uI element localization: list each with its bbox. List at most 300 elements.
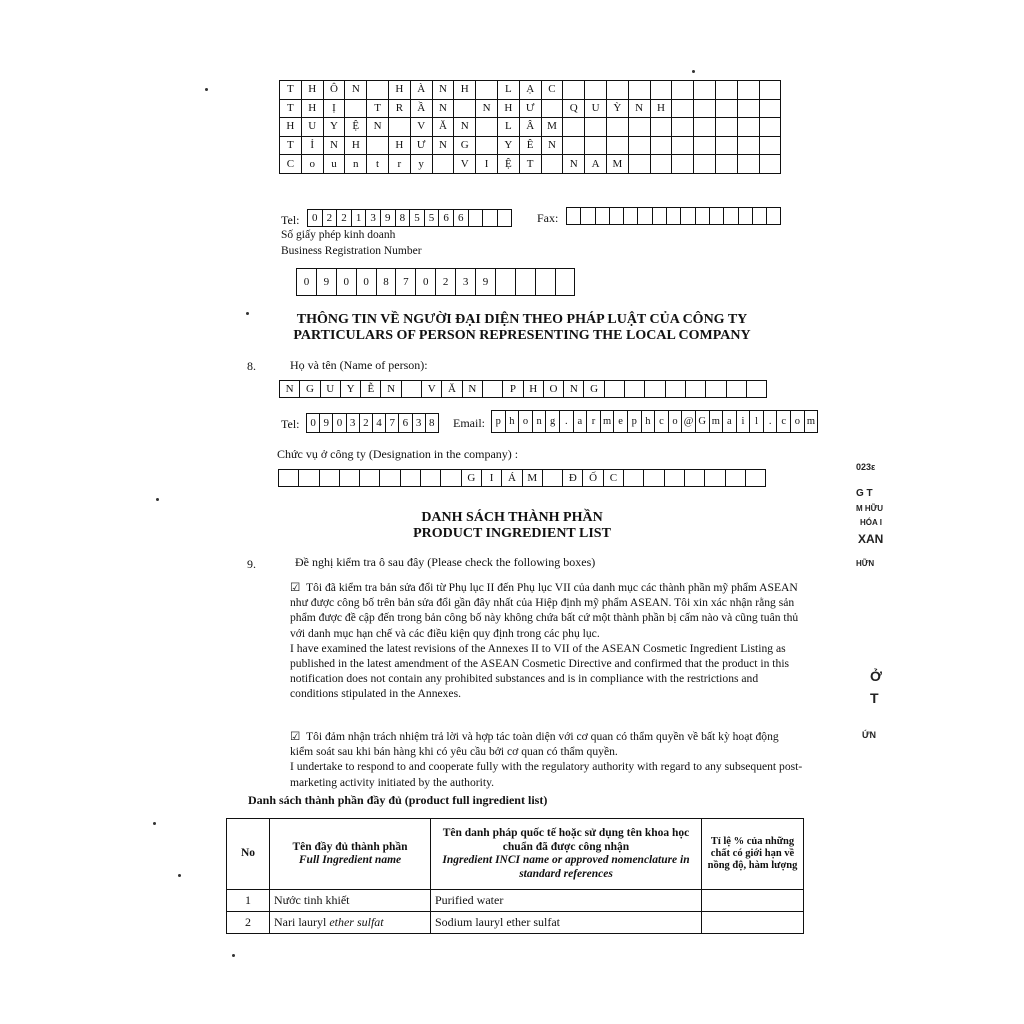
address-cell[interactable]: M xyxy=(607,155,629,174)
check-box-2[interactable]: ☑ xyxy=(290,730,301,743)
declaration-1 xyxy=(290,580,804,702)
tel-boxes[interactable] xyxy=(307,209,512,227)
address-cell[interactable]: H xyxy=(389,137,411,156)
row-name xyxy=(270,890,431,912)
address-cell[interactable] xyxy=(367,137,389,156)
box-cell[interactable]: G xyxy=(462,470,482,487)
address-cell[interactable]: o xyxy=(302,155,324,174)
box-cell[interactable]: 2 xyxy=(323,210,338,227)
scan-speck xyxy=(232,954,235,957)
box-cell[interactable]: 3 xyxy=(413,414,426,433)
row-inci: Purified water xyxy=(431,890,702,912)
address-cell[interactable] xyxy=(607,118,629,137)
address-cell[interactable] xyxy=(738,137,760,156)
scan-speck xyxy=(205,88,208,91)
item-8-number: 8. xyxy=(247,359,256,373)
box-cell[interactable] xyxy=(320,470,340,487)
table-row xyxy=(227,890,804,912)
box-cell[interactable]: 8 xyxy=(396,210,411,227)
box-cell[interactable]: 5 xyxy=(410,210,425,227)
address-cell[interactable] xyxy=(563,118,585,137)
fax-box-cell[interactable] xyxy=(667,208,681,225)
address-cell[interactable] xyxy=(629,118,651,137)
address-cell[interactable]: N xyxy=(563,155,585,174)
address-cell[interactable]: Ầ xyxy=(411,100,433,119)
address-cell[interactable]: N xyxy=(345,81,367,100)
address-cell[interactable]: T xyxy=(367,100,389,119)
box-cell[interactable]: n xyxy=(533,411,547,433)
address-cell[interactable]: Ă xyxy=(433,118,455,137)
address-cell[interactable]: Ê xyxy=(520,137,542,156)
box-cell[interactable]: 1 xyxy=(352,210,367,227)
box-cell[interactable]: 8 xyxy=(426,414,439,433)
address-cell[interactable]: H xyxy=(454,81,476,100)
address-cell[interactable]: u xyxy=(324,155,346,174)
box-cell[interactable] xyxy=(605,381,625,398)
address-cell[interactable]: T xyxy=(520,155,542,174)
box-cell[interactable] xyxy=(726,470,746,487)
item-9-number: 9. xyxy=(247,557,256,571)
box-cell[interactable]: . xyxy=(560,411,574,433)
declaration-1-en: I have examined the latest revisions of the Annexes II to VII of the ASEAN Cosmetic Ingredient Listing as published in the latest amendment of the ASEAN Cosmetic Directive and confirmed that the product in this notification does not contain any prohibited substances and is in compliance with the restrictions and conditions stipulated in the Annexes. xyxy=(290,641,790,701)
address-cell[interactable] xyxy=(476,81,498,100)
box-cell[interactable] xyxy=(299,470,319,487)
address-cell[interactable]: V xyxy=(411,118,433,137)
fax-box-cell[interactable] xyxy=(753,208,767,225)
box-cell[interactable]: 3 xyxy=(456,269,476,296)
box-cell[interactable] xyxy=(644,470,664,487)
address-cell[interactable]: n xyxy=(345,155,367,174)
box-cell[interactable]: p xyxy=(628,411,642,433)
address-cell[interactable]: R xyxy=(389,100,411,119)
address-cell[interactable]: M xyxy=(542,118,564,137)
box-cell[interactable] xyxy=(441,470,461,487)
fax-box-cell[interactable] xyxy=(624,208,638,225)
address-cell[interactable]: H xyxy=(302,81,324,100)
box-cell[interactable] xyxy=(625,381,645,398)
row-name-text: Nari lauryl xyxy=(274,915,330,929)
box-cell[interactable] xyxy=(421,470,441,487)
fax-box-cell[interactable] xyxy=(767,208,781,225)
address-cell[interactable] xyxy=(760,81,782,100)
scan-speck xyxy=(246,312,249,315)
address-cell[interactable]: Ệ xyxy=(345,118,367,137)
box-cell[interactable]: Ố xyxy=(583,470,603,487)
address-cell[interactable] xyxy=(716,118,738,137)
fax-box-cell[interactable] xyxy=(710,208,724,225)
box-cell[interactable] xyxy=(556,269,576,296)
address-cell[interactable]: N xyxy=(433,100,455,119)
box-cell[interactable] xyxy=(483,210,498,227)
address-cell[interactable]: U xyxy=(585,100,607,119)
box-cell[interactable]: o xyxy=(519,411,533,433)
address-cell[interactable]: Ư xyxy=(520,100,542,119)
address-cell[interactable] xyxy=(563,81,585,100)
box-cell[interactable]: O xyxy=(544,381,564,398)
scrap-text: G T xyxy=(856,488,873,499)
box-cell[interactable]: Á xyxy=(502,470,522,487)
box-cell[interactable]: 9 xyxy=(320,414,333,433)
box-cell[interactable] xyxy=(380,470,400,487)
row-no: 1 xyxy=(227,890,270,912)
address-cell[interactable]: Â xyxy=(520,118,542,137)
address-cell[interactable] xyxy=(629,81,651,100)
address-cell[interactable] xyxy=(694,100,716,119)
fax-box-cell[interactable] xyxy=(596,208,610,225)
box-cell[interactable] xyxy=(727,381,747,398)
address-cell[interactable]: Q xyxy=(563,100,585,119)
address-cell[interactable]: Y xyxy=(324,118,346,137)
address-cell[interactable]: r xyxy=(389,155,411,174)
box-cell[interactable]: Đ xyxy=(563,470,583,487)
address-cell[interactable]: Y xyxy=(498,137,520,156)
address-cell[interactable]: N xyxy=(629,100,651,119)
address-cell[interactable]: H xyxy=(280,118,302,137)
box-cell[interactable] xyxy=(624,470,644,487)
box-cell[interactable]: H xyxy=(524,381,544,398)
address-cell[interactable]: y xyxy=(411,155,433,174)
declaration-2-vi: Tôi đảm nhận trách nhiệm trả lời và hợp tác toàn diện với cơ quan có thẩm quyền về bất kỳ hoạt động kiểm soát sau khi bán hàng khi có yêu cầu bởi cơ quan có thẩm quyền. xyxy=(290,730,779,759)
address-cell[interactable] xyxy=(694,155,716,174)
rep-tel-boxes[interactable] xyxy=(306,413,439,433)
box-cell[interactable]: 0 xyxy=(307,414,320,433)
declaration-2 xyxy=(290,729,804,790)
box-cell[interactable]: 0 xyxy=(333,414,346,433)
address-cell[interactable] xyxy=(542,100,564,119)
address-cell[interactable]: Ư xyxy=(411,137,433,156)
box-cell[interactable]: p xyxy=(492,411,506,433)
address-cell[interactable]: Ỳ xyxy=(607,100,629,119)
box-cell[interactable] xyxy=(469,210,484,227)
box-cell[interactable]: N xyxy=(280,381,300,398)
address-cell[interactable] xyxy=(738,118,760,137)
fax-box-cell[interactable] xyxy=(567,208,581,225)
box-cell[interactable] xyxy=(665,470,685,487)
box-cell[interactable]: V xyxy=(422,381,442,398)
address-cell[interactable]: L xyxy=(498,81,520,100)
box-cell[interactable]: h xyxy=(506,411,520,433)
address-cell[interactable] xyxy=(389,118,411,137)
box-cell[interactable]: g xyxy=(546,411,560,433)
header-no: No xyxy=(227,819,270,890)
box-cell[interactable]: 7 xyxy=(396,269,416,296)
address-cell[interactable]: C xyxy=(280,155,302,174)
address-cell[interactable] xyxy=(716,100,738,119)
box-cell[interactable] xyxy=(401,470,421,487)
box-cell[interactable]: 4 xyxy=(373,414,386,433)
fax-box-cell[interactable] xyxy=(681,208,695,225)
rep-tel-label: Tel: xyxy=(281,417,300,431)
box-cell[interactable]: 0 xyxy=(416,269,436,296)
box-cell[interactable]: 2 xyxy=(436,269,456,296)
box-cell[interactable]: 6 xyxy=(454,210,469,227)
header-name xyxy=(270,819,431,890)
ingredient-title-vi: DANH SÁCH THÀNH PHẦN xyxy=(421,510,603,525)
box-cell[interactable]: U xyxy=(321,381,341,398)
ingredient-title-en: PRODUCT INGREDIENT LIST xyxy=(413,526,611,541)
address-cell[interactable] xyxy=(367,81,389,100)
box-cell[interactable]: r xyxy=(587,411,601,433)
address-cell[interactable] xyxy=(760,100,782,119)
header-inci-vi: Tên danh pháp quốc tế hoặc sử dụng tên khoa học chuẩn đã được công nhận xyxy=(442,827,690,853)
box-cell[interactable]: 5 xyxy=(425,210,440,227)
box-cell[interactable]: 3 xyxy=(366,210,381,227)
address-cell[interactable] xyxy=(738,100,760,119)
box-cell[interactable]: m xyxy=(710,411,724,433)
address-cell[interactable] xyxy=(716,155,738,174)
box-cell[interactable]: 0 xyxy=(357,269,377,296)
address-cell[interactable]: A xyxy=(585,155,607,174)
fax-boxes[interactable] xyxy=(566,207,781,225)
box-cell[interactable] xyxy=(483,381,503,398)
box-cell[interactable]: 6 xyxy=(439,210,454,227)
box-cell[interactable]: 7 xyxy=(386,414,399,433)
address-cell[interactable] xyxy=(607,137,629,156)
box-cell[interactable] xyxy=(402,381,422,398)
address-cell[interactable]: Ệ xyxy=(498,155,520,174)
ingredient-list-title: Danh sách thành phần đầy đủ (product full ingredient list) xyxy=(248,793,548,807)
representative-title-vi: THÔNG TIN VỀ NGƯỜI ĐẠI DIỆN THEO PHÁP LUẬT CỦA CÔNG TY xyxy=(296,312,748,327)
box-cell[interactable] xyxy=(685,470,705,487)
box-cell[interactable]: 9 xyxy=(317,269,337,296)
box-cell[interactable]: o xyxy=(791,411,805,433)
box-cell[interactable]: l xyxy=(750,411,764,433)
address-cell[interactable] xyxy=(760,137,782,156)
fax-box-cell[interactable] xyxy=(581,208,595,225)
address-cell[interactable] xyxy=(694,118,716,137)
address-cell[interactable] xyxy=(694,81,716,100)
header-inci-en: Ingredient INCI name or approved nomenclature in standard references xyxy=(442,854,690,880)
row-no: 2 xyxy=(227,912,270,934)
scan-speck xyxy=(692,70,695,73)
business-label-vi: Số giấy phép kinh doanh xyxy=(281,229,396,241)
box-cell[interactable]: m xyxy=(601,411,615,433)
box-cell[interactable]: 2 xyxy=(360,414,373,433)
fax-box-cell[interactable] xyxy=(638,208,652,225)
address-cell[interactable] xyxy=(476,137,498,156)
email-boxes[interactable] xyxy=(491,410,818,433)
address-cell[interactable] xyxy=(672,155,694,174)
box-cell[interactable] xyxy=(543,470,563,487)
address-cell[interactable]: H xyxy=(498,100,520,119)
name-label: Họ và tên (Name of person): xyxy=(290,358,428,372)
box-cell[interactable] xyxy=(706,381,726,398)
box-cell[interactable] xyxy=(340,470,360,487)
scan-speck xyxy=(156,498,159,501)
header-inci xyxy=(431,819,702,890)
address-cell[interactable] xyxy=(716,137,738,156)
box-cell[interactable]: M xyxy=(523,470,543,487)
box-cell[interactable]: e xyxy=(614,411,628,433)
address-cell[interactable] xyxy=(454,100,476,119)
address-cell[interactable] xyxy=(694,137,716,156)
address-cell[interactable] xyxy=(651,118,673,137)
address-cell[interactable]: C xyxy=(542,81,564,100)
box-cell[interactable]: o xyxy=(669,411,683,433)
row-name-text: Nước tinh khiết xyxy=(274,893,350,907)
address-cell[interactable]: Ỉ xyxy=(302,137,324,156)
address-cell[interactable] xyxy=(716,81,738,100)
address-cell[interactable]: t xyxy=(367,155,389,174)
address-cell[interactable] xyxy=(760,118,782,137)
address-cell[interactable] xyxy=(629,155,651,174)
scrap-text: T xyxy=(870,690,879,706)
box-cell[interactable]: C xyxy=(604,470,624,487)
representative-title-en: PARTICULARS OF PERSON REPRESENTING THE LOCAL COMPANY xyxy=(293,328,751,343)
box-cell[interactable]: P xyxy=(503,381,523,398)
address-cell[interactable] xyxy=(585,118,607,137)
box-cell[interactable]: a xyxy=(723,411,737,433)
address-cell[interactable]: N xyxy=(433,137,455,156)
fax-box-cell[interactable] xyxy=(724,208,738,225)
address-cell[interactable]: Ô xyxy=(324,81,346,100)
name-boxes[interactable] xyxy=(279,380,767,398)
box-cell[interactable]: a xyxy=(574,411,588,433)
box-cell[interactable]: Ă xyxy=(442,381,462,398)
check-box-1[interactable]: ☑ xyxy=(290,581,301,594)
scrap-text: 023ε xyxy=(856,462,876,472)
fax-box-cell[interactable] xyxy=(739,208,753,225)
address-cell[interactable] xyxy=(672,100,694,119)
address-cell[interactable]: T xyxy=(280,100,302,119)
box-cell[interactable]: 6 xyxy=(399,414,412,433)
address-cell[interactable]: L xyxy=(498,118,520,137)
box-cell[interactable] xyxy=(666,381,686,398)
row-name xyxy=(270,912,431,934)
box-cell[interactable]: 0 xyxy=(308,210,323,227)
address-cell[interactable] xyxy=(563,137,585,156)
address-cell[interactable]: N xyxy=(542,137,564,156)
address-cell[interactable] xyxy=(651,155,673,174)
address-cell[interactable] xyxy=(738,155,760,174)
fax-box-cell[interactable] xyxy=(610,208,624,225)
designation-boxes[interactable] xyxy=(278,469,766,487)
header-name-vi: Tên đầy đủ thành phần xyxy=(292,840,408,853)
box-cell[interactable]: G xyxy=(584,381,604,398)
address-cell[interactable]: H xyxy=(389,81,411,100)
address-cell[interactable]: N xyxy=(433,81,455,100)
address-cell[interactable] xyxy=(607,81,629,100)
address-cell[interactable] xyxy=(542,155,564,174)
address-cell[interactable]: H xyxy=(302,100,324,119)
header-name-en: Full Ingredient name xyxy=(298,854,402,866)
box-cell[interactable]: G xyxy=(696,411,710,433)
address-cell[interactable] xyxy=(585,81,607,100)
box-cell[interactable]: c xyxy=(655,411,669,433)
address-cell[interactable]: T xyxy=(280,81,302,100)
box-cell[interactable]: c xyxy=(777,411,791,433)
address-cell[interactable] xyxy=(672,118,694,137)
scrap-text: Ở xyxy=(870,668,882,684)
box-cell[interactable]: 8 xyxy=(377,269,397,296)
box-cell[interactable]: I xyxy=(482,470,502,487)
fax-box-cell[interactable] xyxy=(696,208,710,225)
adjacent-page-scraps xyxy=(856,452,884,752)
scrap-text: HỮN xyxy=(856,559,875,568)
address-cell[interactable] xyxy=(476,118,498,137)
address-cell[interactable] xyxy=(760,155,782,174)
scan-speck xyxy=(153,822,156,825)
address-cell[interactable] xyxy=(345,100,367,119)
address-cell[interactable]: N xyxy=(476,100,498,119)
address-cell[interactable]: Ạ xyxy=(520,81,542,100)
header-percentage: Tỉ lệ % của những chất có giới hạn về nồng độ, hàm lượng xyxy=(702,819,804,890)
box-cell[interactable]: m xyxy=(805,411,819,433)
address-cell[interactable] xyxy=(672,137,694,156)
address-cell[interactable]: N xyxy=(367,118,389,137)
address-cell[interactable]: H xyxy=(345,137,367,156)
box-cell[interactable] xyxy=(747,381,767,398)
address-cell[interactable]: I xyxy=(476,155,498,174)
declaration-1-vi: Tôi đã kiểm tra bản sửa đổi từ Phụ lục II đến Phụ lục VII của danh mục các thành phần mỹ phẩm ASEAN như được công bố trên bản sửa đổi gần đây nhất của Hiệp định mỹ phẩm ASEAN. Tôi xin xác nhận rằng sản phẩm được đề cập đến trong bản công bố này không chứa bất cứ một thành phần bị cấm nào và cũng tuân thủ với danh mục hạn chế và các điều kiện quy định trong các phụ lục. xyxy=(290,581,799,640)
address-cell[interactable] xyxy=(738,81,760,100)
address-grid xyxy=(279,80,781,174)
fax-box-cell[interactable] xyxy=(653,208,667,225)
box-cell[interactable] xyxy=(645,381,665,398)
box-cell[interactable]: h xyxy=(642,411,656,433)
box-cell[interactable] xyxy=(686,381,706,398)
box-cell[interactable] xyxy=(279,470,299,487)
address-cell[interactable] xyxy=(651,137,673,156)
address-cell[interactable]: U xyxy=(302,118,324,137)
address-cell[interactable]: Ị xyxy=(324,100,346,119)
box-cell[interactable] xyxy=(705,470,725,487)
address-cell[interactable]: N xyxy=(454,118,476,137)
address-cell[interactable] xyxy=(629,137,651,156)
address-cell[interactable]: G xyxy=(454,137,476,156)
address-cell[interactable] xyxy=(651,81,673,100)
address-cell[interactable] xyxy=(672,81,694,100)
box-cell[interactable] xyxy=(496,269,516,296)
box-cell[interactable]: Ễ xyxy=(361,381,381,398)
box-cell[interactable]: @ xyxy=(682,411,696,433)
address-cell[interactable]: À xyxy=(411,81,433,100)
box-cell[interactable]: 9 xyxy=(381,210,396,227)
address-cell[interactable]: N xyxy=(324,137,346,156)
address-cell[interactable]: H xyxy=(651,100,673,119)
box-cell[interactable]: 2 xyxy=(337,210,352,227)
scrap-text: ỨN xyxy=(862,730,876,740)
box-cell[interactable] xyxy=(360,470,380,487)
address-cell[interactable] xyxy=(433,155,455,174)
box-cell[interactable]: i xyxy=(737,411,751,433)
box-cell[interactable]: N xyxy=(463,381,483,398)
box-cell[interactable]: 9 xyxy=(476,269,496,296)
address-cell[interactable]: T xyxy=(280,137,302,156)
scrap-text: HÓA I xyxy=(860,518,882,527)
box-cell[interactable] xyxy=(516,269,536,296)
business-label-en: Business Registration Number xyxy=(281,245,422,257)
box-cell[interactable]: N xyxy=(564,381,584,398)
box-cell[interactable] xyxy=(498,210,513,227)
box-cell[interactable]: G xyxy=(300,381,320,398)
box-cell[interactable]: N xyxy=(381,381,401,398)
row-name-italic: ether sulfat xyxy=(329,915,384,929)
box-cell[interactable]: . xyxy=(764,411,778,433)
address-cell[interactable]: V xyxy=(454,155,476,174)
check-instruction: Đề nghị kiểm tra ô sau đây (Please check the following boxes) xyxy=(295,555,596,569)
box-cell[interactable]: Y xyxy=(341,381,361,398)
address-cell[interactable] xyxy=(585,137,607,156)
box-cell[interactable] xyxy=(536,269,556,296)
fax-label: Fax: xyxy=(537,211,559,225)
box-cell[interactable]: 0 xyxy=(297,269,317,296)
box-cell[interactable] xyxy=(746,470,766,487)
box-cell[interactable]: 0 xyxy=(337,269,357,296)
box-cell[interactable]: 3 xyxy=(347,414,360,433)
declaration-2-en: I undertake to respond to and cooperate fully with the regulatory authority with regard to any subsequent post-marketing activity initiated by the authority. xyxy=(290,760,803,789)
business-number-boxes[interactable] xyxy=(296,268,575,296)
